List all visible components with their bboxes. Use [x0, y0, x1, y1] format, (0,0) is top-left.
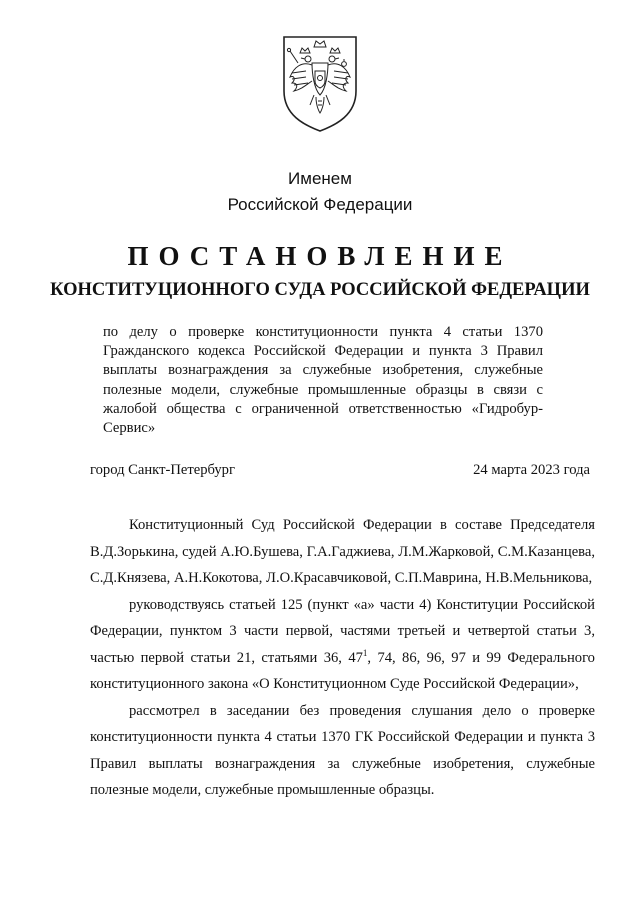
coat-of-arms-icon	[278, 33, 362, 133]
body-paragraph-1: Конституционный Суд Российской Федерации в составе Председателя В.Д.Зорькина, судей А.Ю.Бушева, Г.А.Гаджиева, Л.М.Жарковой, С.М.Казанцева, С.Д.Князева, А.Н.Кокотова, Л.О.Красавчиковой, С.П.Маврина, Н.В.Мельникова,	[90, 517, 595, 586]
body-paragraph-2-text-before: руководствуясь статьей 125 (пункт «а» части 4) Конституции Российской Федерации, пунктом 3 части первой, частями третьей и четвертой статьи 3, частью первой статьи 21, статьями 36, 47	[90, 596, 595, 666]
body-paragraph-2	[90, 592, 595, 698]
document-subtitle: КОНСТИТУЦИОННОГО СУДА РОССИЙСКОЙ ФЕДЕРАЦИИ	[50, 280, 590, 300]
city-label: город Санкт-Петербург	[90, 462, 235, 478]
name-of-line-1: Именем	[288, 169, 352, 188]
name-of-line-2: Российской Федерации	[227, 195, 413, 214]
date-label: 24 марта 2023 года	[473, 462, 590, 478]
footnote-superscript: 1	[362, 647, 368, 658]
document-title: ПОСТАНОВЛЕНИЕ	[127, 241, 513, 271]
body-paragraph-3: рассмотрел в заседании без проведения слушания дело о проверке конституционности пункта 4 статьи 1370 ГК Российской Федерации и пункта 3 Правил выплаты вознаграждения за служебные изобретения, служебные полезные модели, служебные промышленные образцы.	[90, 702, 595, 798]
document-body	[90, 512, 595, 804]
case-description: по делу о проверке конституционности пункта 4 статьи 1370 Гражданского кодекса Российской Федерации и пункта 3 Правил выплаты вознаграждения за служебные изобретения, служебные полезные модели, служебные промышленные образцы в связи с жалобой общества с ограниченной ответственностью «Гидробур-Сервис»	[103, 324, 543, 437]
body-paragraph-2-text-after: , 74, 86, 96, 97 и 99 Федерального конституционного закона «О Конституционном Суде Российской Федерации»,	[90, 649, 595, 692]
